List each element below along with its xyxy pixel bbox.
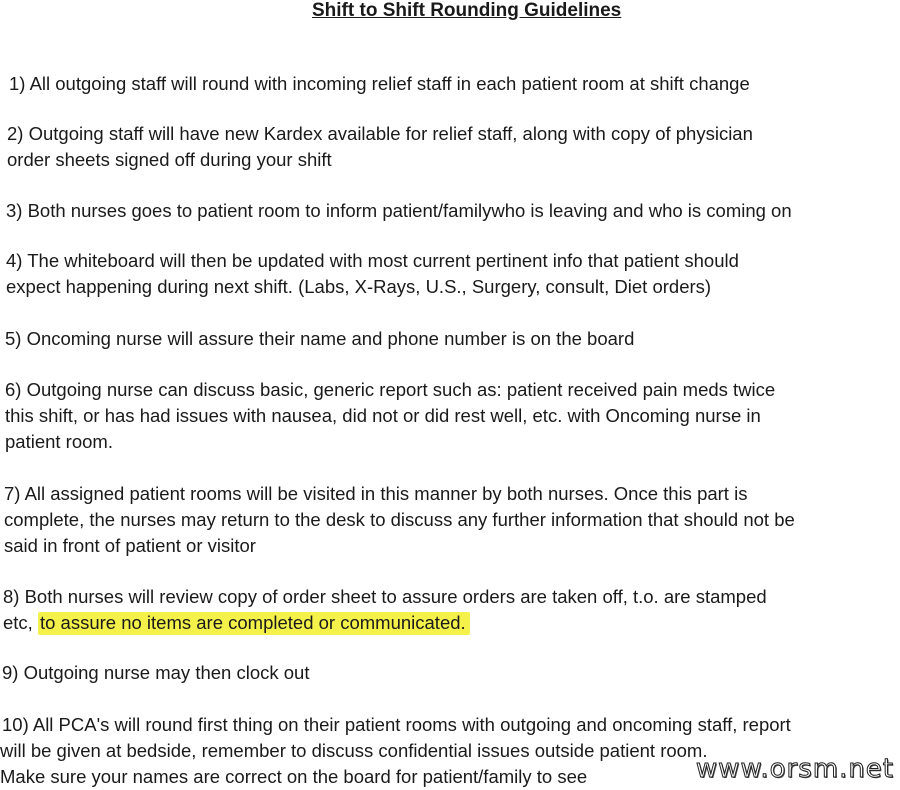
highlighted-text: to assure no items are completed or communicated. xyxy=(38,612,470,635)
item-line: said in front of patient or visitor xyxy=(4,535,256,556)
guideline-item-4 xyxy=(0,248,900,300)
guideline-item-5 xyxy=(0,326,900,352)
item-line: 6) Outgoing nurse can discuss basic, generic report such as: patient received pain meds twice xyxy=(5,379,776,400)
item-line: 4) The whiteboard will then be updated with most current pertinent info that patient should xyxy=(6,250,739,271)
watermark-text: www.orsm.net xyxy=(695,754,894,784)
page-title: Shift to Shift Rounding Guidelines xyxy=(312,0,622,21)
item-line: patient room. xyxy=(5,431,113,452)
item-line: 3) Both nurses goes to patient room to inform patient/familywho is leaving and who is coming on xyxy=(6,200,792,221)
guideline-item-7 xyxy=(0,481,900,559)
item-line: 9) Outgoing nurse may then clock out xyxy=(2,662,310,683)
guideline-item-3 xyxy=(0,198,900,224)
item-line: expect happening during next shift. (Labs, X-Rays, U.S., Surgery, consult, Diet orders) xyxy=(6,276,712,297)
item-line: Make sure your names are correct on the board for patient/family to see xyxy=(0,766,588,787)
item-line: 1) All outgoing staff will round with incoming relief staff in each patient room at shift change xyxy=(9,73,750,94)
item-line: will be given at bedside, remember to discuss confidential issues outside patient room. xyxy=(0,740,708,761)
item-line-prefix: etc, xyxy=(3,612,33,633)
guideline-item-2 xyxy=(0,121,900,173)
guideline-item-9 xyxy=(0,660,900,686)
item-line: complete, the nurses may return to the desk to discuss any further information that should not be xyxy=(4,509,795,530)
guideline-item-1 xyxy=(0,71,900,97)
item-line: 5) Oncoming nurse will assure their name and phone number is on the board xyxy=(5,328,635,349)
item-line: 10) All PCA's will round first thing on their patient rooms with outgoing and oncoming staff, report xyxy=(2,714,791,735)
item-line: this shift, or has had issues with nausea, did not or did rest well, etc. with Oncoming nurse in xyxy=(5,405,761,426)
guideline-item-8 xyxy=(0,584,900,636)
item-line: order sheets signed off during your shift xyxy=(7,149,332,170)
item-line: 8) Both nurses will review copy of order sheet to assure orders are taken off, t.o. are stamped xyxy=(3,586,767,607)
guideline-item-6 xyxy=(0,377,900,455)
item-line: 2) Outgoing staff will have new Kardex available for relief staff, along with copy of physician xyxy=(7,123,753,144)
item-line: 7) All assigned patient rooms will be visited in this manner by both nurses. Once this part is xyxy=(4,483,748,504)
